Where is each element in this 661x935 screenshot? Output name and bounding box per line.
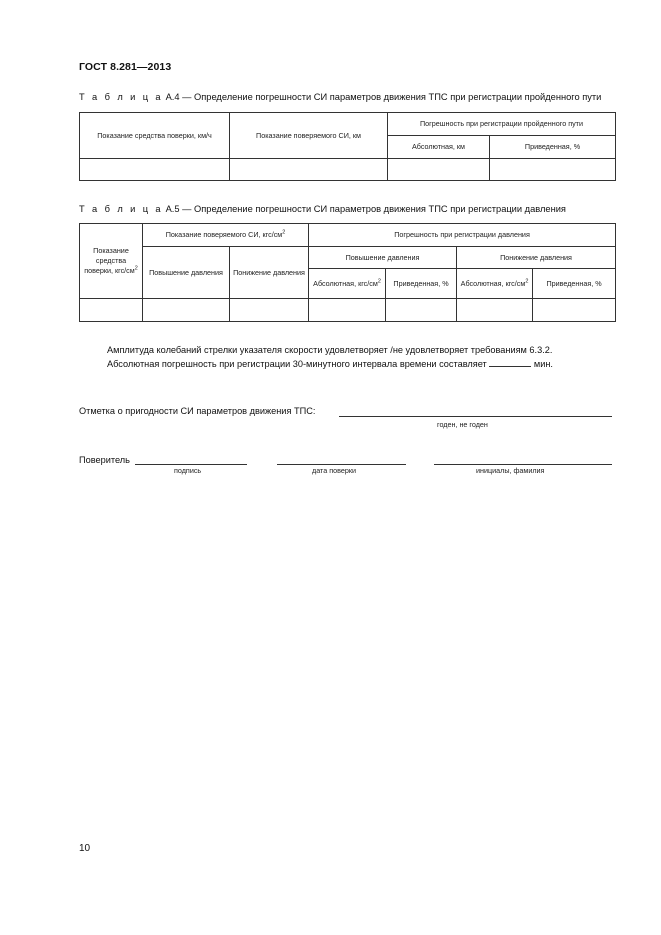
table-a5-caption-prefix: Т а б л и ц а (79, 204, 163, 214)
table-row (80, 159, 616, 181)
date-hint: дата поверки (312, 466, 357, 475)
page-number: 10 (79, 843, 91, 854)
table-a5-header-decrease: Понижение давления (230, 247, 309, 299)
fitness-input[interactable] (339, 416, 612, 417)
table-a5-cell[interactable] (457, 299, 533, 322)
table-a4-cell[interactable] (490, 159, 616, 181)
table-a4-header-si: Показание поверяемого СИ, км (230, 113, 388, 159)
table-a4-caption-prefix: Т а б л и ц а (79, 92, 163, 102)
table-a4 (79, 112, 616, 181)
date-input[interactable] (277, 464, 406, 465)
table-a5-header-rel-increase: Приведенная, % (386, 269, 457, 299)
table-a5-cell[interactable] (80, 299, 143, 322)
table-a5-header-increase: Повышение давления (143, 247, 230, 299)
table-a5-cell[interactable] (533, 299, 616, 322)
table-a5-caption-text: А.5 — Определение погрешности СИ параметров движения ТПС при регистрации давления (165, 204, 566, 214)
table-a5-header-rel-decrease: Приведенная, % (533, 269, 616, 299)
table-a5-header-error: Погрешность при регистрации давления (309, 224, 616, 247)
amplitude-statement: Амплитуда колебаний стрелки указателя скорости удовлетворяет /не удовлетворяет требованиям 6.3.2. (107, 345, 553, 355)
table-a4-caption-text: А.4 — Определение погрешности СИ параметров движения ТПС при регистрации пройденного пути (165, 92, 602, 102)
fitness-label: Отметка о пригодности СИ параметров движения ТПС: (79, 406, 316, 416)
signature-hint: подпись (174, 466, 202, 475)
table-a4-header-error: Погрешность при регистрации пройденного пути (388, 113, 616, 136)
table-a5-header-error-increase: Повышение давления (309, 247, 457, 269)
table-a4-caption (79, 92, 601, 102)
table-a5-header-device: Показание средства поверки, кгс/$см^2$ (80, 224, 143, 299)
signature-input[interactable] (135, 464, 247, 465)
table-row (80, 299, 616, 322)
table-a5-header-si: Показание поверяемого СИ, кгс/$см^2$ (143, 224, 309, 247)
table-a5-cell[interactable] (143, 299, 230, 322)
initials-input[interactable] (434, 464, 612, 465)
table-a5-cell[interactable] (386, 299, 457, 322)
table-a5-cell[interactable] (230, 299, 309, 322)
table-a5-header-error-decrease: Понижение давления (457, 247, 616, 269)
table-a4-cell[interactable] (230, 159, 388, 181)
time-interval-statement: Абсолютная погрешность при регистрации 30-минутного интервала времени составляет мин. (107, 359, 553, 369)
table-a4-header-rel: Приведенная, % (490, 136, 616, 159)
fitness-hint: годен, не годен (437, 420, 488, 429)
table-a4-header-device: Показание средства поверки, км/ч (80, 113, 230, 159)
table-a5-header-abs-decrease: Абсолютная, кгс/$см^2$ (457, 269, 533, 299)
document-header: ГОСТ 8.281—2013 (79, 61, 172, 73)
time-error-input[interactable] (489, 357, 531, 367)
initials-hint: инициалы, фамилия (476, 466, 545, 475)
verifier-label: Поверитель (79, 455, 130, 465)
table-a4-header-abs: Абсолютная, км (388, 136, 490, 159)
table-a5-header-abs-increase: Абсолютная, кгс/$см^2$ (309, 269, 386, 299)
table-a4-cell[interactable] (388, 159, 490, 181)
table-a5-cell[interactable] (309, 299, 386, 322)
table-a5-caption (79, 204, 566, 214)
table-a5 (79, 223, 616, 322)
table-a4-cell[interactable] (80, 159, 230, 181)
